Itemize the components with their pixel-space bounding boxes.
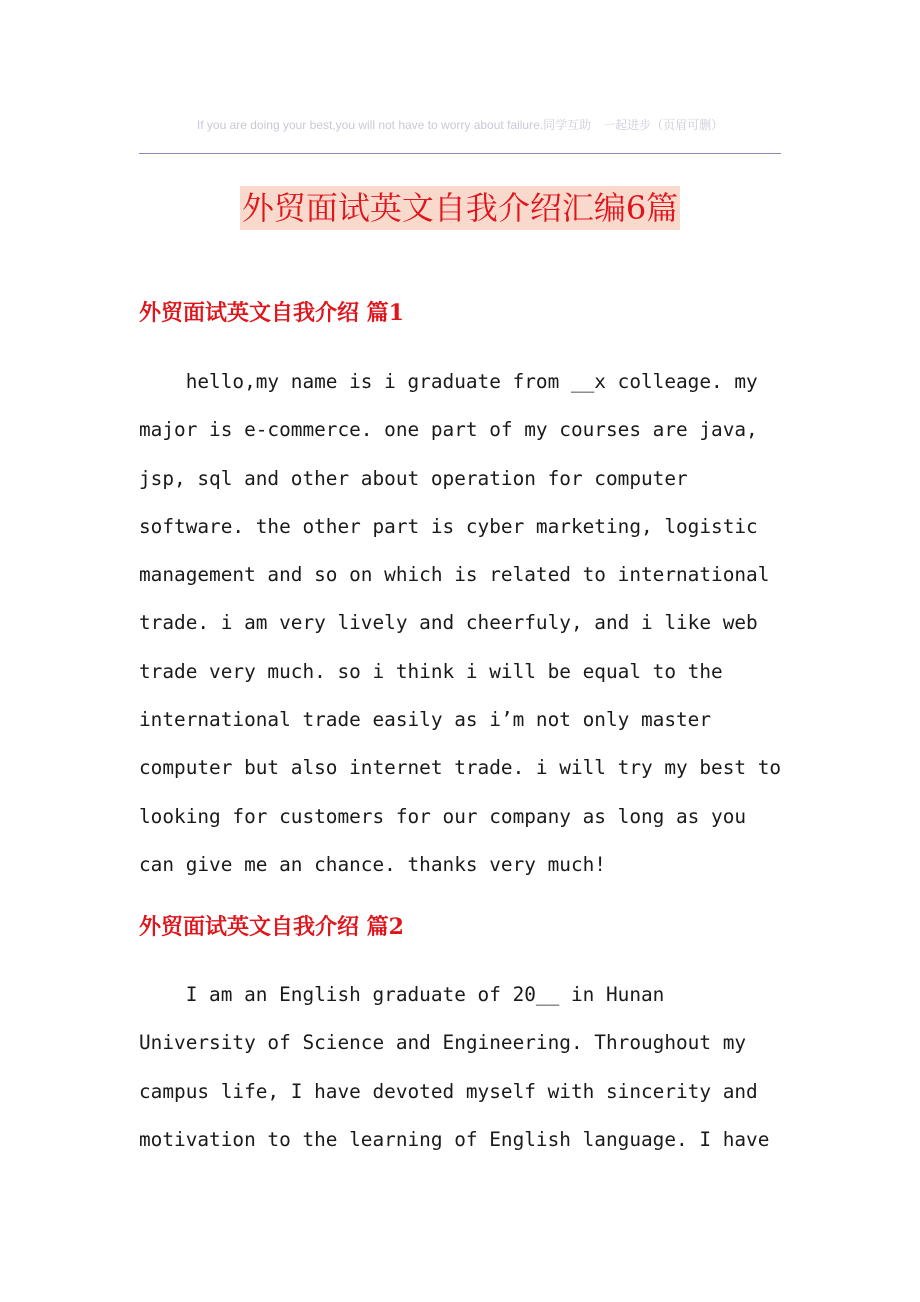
paragraph-line: looking for customers for our company as long as you — [139, 804, 747, 828]
paragraph-line: campus life, I have devoted myself with sincerity and — [139, 1079, 758, 1103]
paragraph-line: I am an English graduate of 20__ in Hunan — [139, 983, 665, 1006]
document-title-wrap — [0, 186, 920, 230]
document-title: 外贸面试英文自我介绍汇编6篇 — [240, 186, 680, 230]
section-1-paragraph — [139, 358, 789, 889]
section-heading-2: 外贸面试英文自我介绍 篇2 — [139, 914, 404, 940]
paragraph-line: trade. i am very lively and cheerfuly, and i like web — [139, 611, 758, 635]
paragraph-line: international trade easily as i’m not only master — [139, 708, 712, 732]
paragraph-line: trade very much. so i think i will be equal to the — [139, 659, 723, 683]
section-2-paragraph — [139, 971, 789, 1164]
page-header-note: If you are doing your best,you will not have to worry about failure.同学互助 一起进步（页眉可删） — [196, 118, 724, 132]
paragraph-line: University of Science and Engineering. Throughout my — [139, 1031, 747, 1055]
paragraph-line: motivation to the learning of English language. I have — [139, 1127, 770, 1151]
paragraph-line: hello,my name is i graduate from __x colleage. my — [139, 370, 758, 393]
paragraph-line: software. the other part is cyber marketing, logistic — [139, 514, 758, 538]
paragraph-line: can give me an chance. thanks very much! — [139, 852, 606, 876]
header-divider — [139, 153, 781, 154]
paragraph-line: jsp, sql and other about operation for computer — [139, 466, 688, 490]
section-heading-1: 外贸面试英文自我介绍 篇1 — [139, 300, 404, 326]
paragraph-line: major is e-commerce. one part of my courses are java, — [139, 418, 758, 442]
paragraph-line: management and so on which is related to international — [139, 563, 770, 587]
paragraph-line: computer but also internet trade. i will try my best to — [139, 756, 782, 780]
